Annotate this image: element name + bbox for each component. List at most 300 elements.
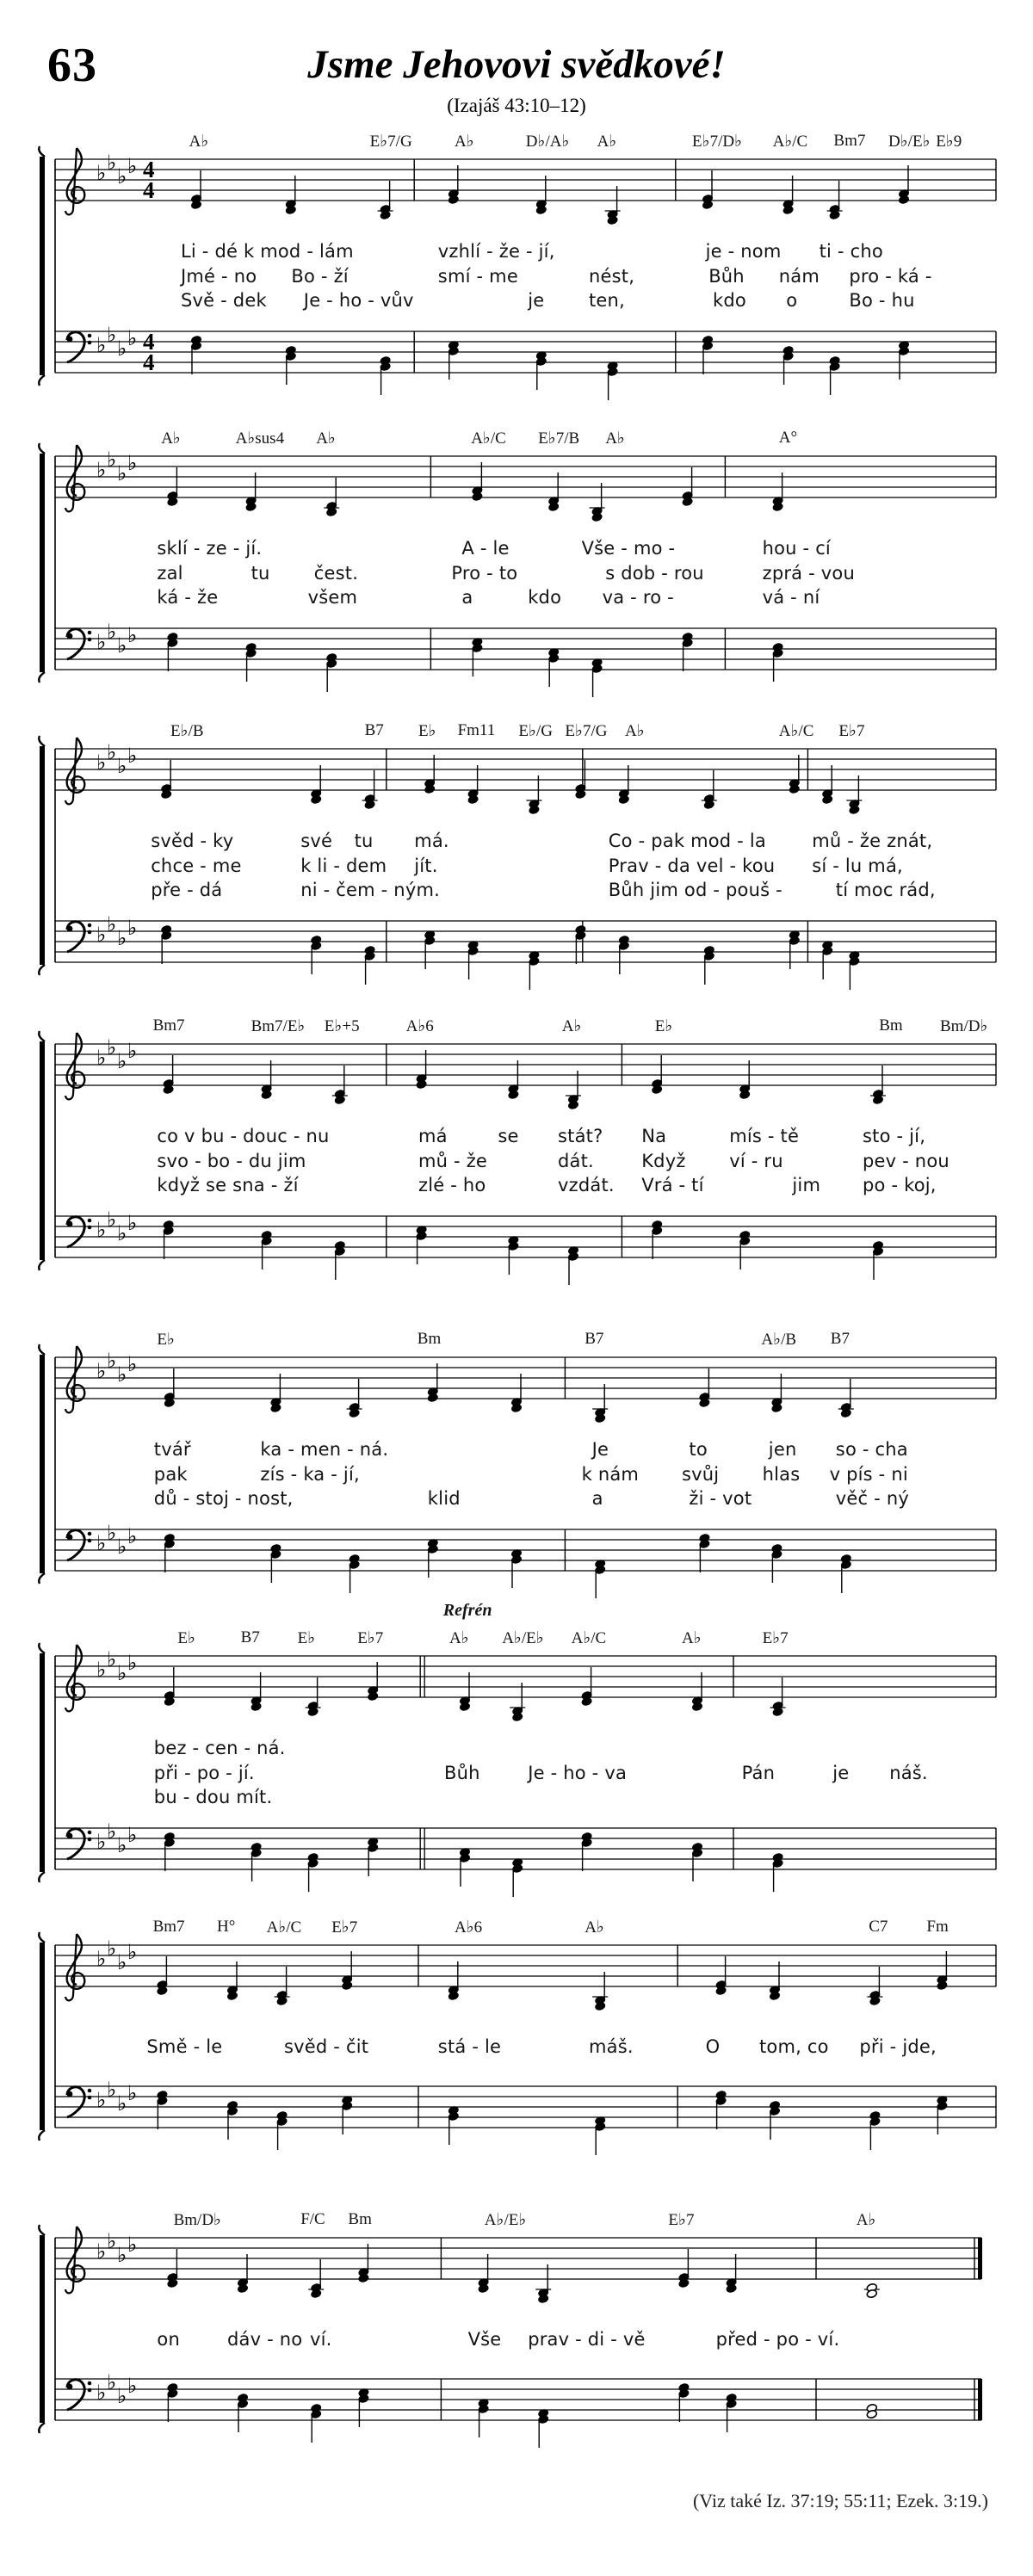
note (510, 1548, 522, 1588)
lyric-syllables: O (705, 2036, 721, 2057)
lyric-syllables: svůj (682, 1463, 720, 1485)
note (595, 1972, 606, 2011)
system-bracket (39, 1872, 45, 1882)
system-bracket (39, 443, 45, 454)
lyric-syllables: Bůh (708, 265, 745, 287)
lyric-syllables: Li - dé k mod - lám (181, 241, 354, 262)
lyric-syllables: jít. (414, 855, 438, 876)
key-signature-bass: ♭ (127, 1524, 138, 1548)
system-bracket (39, 672, 45, 683)
key-signature-bass: ♭ (96, 630, 107, 654)
key-signature-bass: ♭ (117, 2384, 127, 2408)
bass-clef-icon (67, 922, 92, 952)
chord-label: A♭sus4 (235, 429, 285, 448)
system-bracket (40, 1355, 45, 1573)
time-signature: 4 (143, 157, 155, 182)
lyric-syllables: Svě - dek (181, 290, 267, 311)
note (769, 1961, 780, 2001)
note (270, 1374, 281, 1413)
chord-label: Bm/D♭ (173, 2211, 222, 2229)
lyric-syllables: Bůh (444, 1762, 480, 1783)
key-signature-treble: ♭ (127, 2233, 138, 2257)
note (307, 1852, 319, 1892)
key-signature-treble: ♭ (107, 1647, 117, 1671)
lyric-syllables: vzhlí - že - jí, (437, 241, 555, 262)
note (618, 935, 629, 974)
lyric-syllables: je (528, 290, 545, 311)
note (448, 340, 459, 380)
note (226, 1961, 238, 2001)
note (702, 335, 713, 374)
note (427, 1363, 438, 1403)
key-signature-treble: ♭ (107, 740, 117, 764)
note (691, 1672, 702, 1712)
lyric-syllables: čest. (313, 562, 359, 584)
note (607, 186, 618, 225)
key-signature-treble: ♭ (107, 2229, 117, 2253)
lyric-syllables: mů - že znát, (812, 831, 933, 851)
lyric-syllables: hou - cí (762, 538, 831, 559)
lyric-syllables: ti - cho (819, 241, 883, 262)
system-bracket (39, 965, 45, 975)
lyric-syllables: Na (641, 1126, 667, 1146)
key-signature-bass: ♭ (117, 1535, 127, 1559)
lyric-syllables: Bo - ží (291, 265, 349, 287)
note (849, 775, 860, 815)
chord-label: E♭9 (936, 133, 962, 151)
note (726, 2254, 737, 2294)
note (691, 1842, 702, 1881)
chord-label: A♭ (161, 429, 181, 448)
note (772, 1852, 783, 1892)
key-signature-bass: ♭ (107, 2370, 117, 2394)
chord-label: H° (217, 1918, 236, 1936)
key-signature-bass: ♭ (107, 1521, 117, 1545)
note (261, 1060, 272, 1100)
lyric-syllables: se (498, 1126, 519, 1146)
chord-label: E♭7/G (565, 722, 608, 740)
note (190, 335, 201, 374)
grand-staff (0, 1918, 1033, 2167)
note (937, 2095, 948, 2134)
note (822, 765, 833, 805)
note (715, 2090, 727, 2129)
note (866, 2403, 877, 2418)
lyric-syllables: tvář (153, 1439, 191, 1460)
chord-label: E♭/G (518, 722, 553, 740)
key-signature-bass: ♭ (107, 620, 117, 644)
system-bracket (39, 1260, 45, 1270)
note (618, 765, 629, 805)
note (261, 1230, 272, 1269)
key-signature-treble: ♭ (96, 1359, 107, 1383)
key-signature-treble: ♭ (107, 1349, 117, 1373)
key-signature-bass: ♭ (96, 1830, 107, 1854)
system-bracket (39, 1573, 45, 1584)
key-signature-treble: ♭ (107, 151, 117, 175)
note (699, 1533, 710, 1572)
lyric-syllables: má. (414, 831, 449, 851)
system-bracket (40, 1653, 45, 1872)
bass-clef-icon (67, 1217, 92, 1247)
note (459, 1847, 470, 1887)
chord-label: D♭/A♭ (525, 133, 570, 151)
lyric-syllables: prav - di - vě (528, 2329, 646, 2350)
key-signature-bass: ♭ (127, 916, 138, 940)
note (703, 945, 714, 985)
chord-label: D♭/E♭ (888, 133, 931, 151)
time-signature: 4 (143, 177, 155, 203)
lyric-syllables: pak (153, 1463, 188, 1485)
system-bracket (39, 1643, 45, 1653)
chord-label: A♭/C (772, 133, 808, 151)
note (416, 1050, 427, 1090)
lyric-syllables: tu (354, 831, 374, 851)
key-signature-treble: ♭ (117, 1362, 127, 1387)
key-signature-treble: ♭ (127, 451, 138, 475)
key-signature-bass: ♭ (117, 1221, 127, 1245)
key-signature-bass: ♭ (127, 326, 138, 350)
lyric-syllables: kdo (713, 290, 746, 311)
grand-staff (0, 1628, 1033, 1909)
key-signature-bass: ♭ (127, 1823, 138, 1847)
lyric-syllables: Je - ho - vův (303, 290, 414, 311)
chord-label: B7 (585, 1330, 604, 1348)
note (448, 2105, 459, 2145)
refrain-label: Refrén (442, 1601, 492, 1620)
chord-label: C7 (869, 1918, 888, 1936)
note (771, 1543, 782, 1583)
lyric-syllables: a (591, 1488, 603, 1509)
barline-final (978, 2379, 982, 2420)
lyric-syllables: ví - ru (729, 1150, 783, 1171)
lyric-syllables: dů - stoj - nost, (153, 1488, 294, 1509)
chord-label: Bm (417, 1330, 442, 1348)
key-signature-bass: ♭ (117, 633, 127, 658)
lyric-syllables: Jmé - no (181, 265, 257, 287)
key-signature-treble: ♭ (117, 2243, 127, 2267)
chord-label: E♭7 (838, 722, 865, 740)
note (678, 2382, 690, 2422)
lyric-syllables: stá - le (437, 2036, 502, 2057)
lyric-syllables: při - jde, (859, 2036, 937, 2057)
key-signature-bass: ♭ (107, 1819, 117, 1844)
note (898, 165, 909, 205)
lyric-syllables: stát? (558, 1126, 603, 1146)
treble-clef-icon (65, 1934, 84, 2000)
lyric-syllables: mís - tě (729, 1126, 800, 1146)
note (368, 1837, 379, 1876)
key-signature-bass: ♭ (117, 2091, 127, 2116)
note (424, 930, 436, 969)
key-signature-treble: ♭ (96, 1046, 107, 1070)
chord-label: E♭/B (170, 722, 204, 740)
note (529, 775, 540, 815)
note (311, 2403, 322, 2443)
note (548, 647, 560, 687)
chord-label: A♭/C (778, 722, 814, 740)
note (311, 935, 322, 974)
key-signature-treble: ♭ (96, 161, 107, 185)
lyric-syllables: pře - dá (151, 880, 223, 900)
key-signature-treble: ♭ (117, 164, 127, 188)
lyric-syllables: ví. (310, 2329, 332, 2350)
lyric-syllables: Když (641, 1150, 686, 1171)
scripture-reference: (Izajáš 43:10–12) (447, 95, 586, 116)
lyric-syllables: tom, co (759, 2036, 829, 2057)
note (771, 1374, 782, 1413)
key-signature-treble: ♭ (127, 744, 138, 768)
chord-label: A♭ (856, 2211, 876, 2229)
note (595, 1559, 606, 1598)
note (538, 2264, 549, 2304)
chord-label: Bm (879, 1016, 903, 1035)
note (237, 2254, 248, 2294)
chord-label: A♭/C (471, 429, 506, 448)
note (567, 1071, 578, 1110)
lyric-syllables: ni - čem - ným. (300, 880, 440, 900)
lyric-syllables: A - le (461, 538, 510, 559)
system-bracket (39, 2423, 45, 2433)
note (789, 930, 800, 969)
lyric-syllables: Je - ho - va (528, 1762, 628, 1783)
lyric-syllables: sí - lu má, (812, 855, 903, 876)
lyric-syllables: svěd - čit (284, 2036, 369, 2057)
lyric-syllables: vzdát. (558, 1175, 615, 1195)
chord-label: A♭ (316, 429, 336, 448)
grand-staff (0, 2210, 1033, 2460)
lyric-syllables: chce - me (151, 855, 242, 876)
chord-label: E♭7 (668, 2211, 695, 2229)
note (535, 176, 547, 215)
system-bracket (40, 1041, 45, 1260)
treble-clef-icon (65, 738, 84, 804)
note (364, 945, 375, 985)
note (508, 1060, 519, 1100)
system-bracket (40, 157, 45, 375)
bass-clef-icon (67, 1530, 92, 1560)
lyric-syllables: sto - jí, (863, 1126, 926, 1146)
lyric-syllables: hlas (762, 1463, 801, 1485)
system-bracket (40, 454, 45, 672)
note (245, 642, 257, 682)
chord-label: E♭7/G (369, 133, 412, 151)
key-signature-bass: ♭ (117, 1833, 127, 1857)
lyric-syllables: k nám (581, 1463, 640, 1485)
note (358, 2388, 369, 2427)
note (595, 2116, 606, 2155)
chord-label: A♭ (605, 429, 625, 448)
lyric-syllables: věč - ný (835, 1488, 909, 1509)
chord-label: Bm7 (833, 132, 866, 150)
note (595, 1384, 606, 1424)
key-signature-bass: ♭ (96, 2381, 107, 2405)
note (358, 2244, 369, 2283)
key-signature-treble: ♭ (127, 1039, 138, 1063)
system-bracket (40, 1943, 45, 2130)
note (416, 1225, 427, 1264)
note (548, 473, 560, 512)
note (349, 1554, 360, 1593)
note (591, 658, 603, 697)
chord-label: A♭/E♭ (502, 1629, 544, 1647)
lyric-syllables: tu (251, 562, 270, 584)
chord-label: B7 (240, 1628, 260, 1646)
lyric-syllables: a (461, 587, 473, 608)
key-signature-treble: ♭ (117, 1049, 127, 1073)
chord-label: E♭+5 (324, 1017, 360, 1035)
note (161, 924, 172, 964)
note (937, 1951, 948, 1991)
system-bracket (40, 746, 45, 965)
note (237, 2393, 248, 2432)
lyric-syllables: nést, (589, 265, 635, 287)
key-signature-bass: ♭ (117, 926, 127, 950)
chord-label: A♭ (585, 1918, 604, 1937)
key-signature-treble: ♭ (96, 1658, 107, 1682)
note (872, 1240, 883, 1280)
note (512, 1857, 523, 1897)
key-signature-treble: ♭ (127, 154, 138, 178)
music-system (0, 1330, 1033, 1610)
note (424, 755, 436, 794)
system-bracket (39, 2225, 45, 2235)
chord-label: A♭ (449, 1629, 469, 1647)
note (467, 765, 479, 805)
note (448, 165, 459, 205)
key-signature-treble: ♭ (117, 461, 127, 485)
bass-clef-icon (67, 2380, 92, 2410)
note (163, 1220, 174, 1259)
note (285, 176, 296, 215)
note (478, 2398, 489, 2437)
lyric-syllables: o (786, 290, 798, 311)
grand-staff (0, 1016, 1033, 1297)
lyric-syllables: Bo - hu (849, 290, 915, 311)
lyric-syllables: po - koj, (863, 1175, 937, 1195)
lyric-syllables: Pro - to (451, 562, 518, 584)
grand-staff (0, 721, 1033, 1002)
chord-label: E♭7 (331, 1918, 358, 1937)
note (822, 940, 833, 979)
chord-label: A♭/B (761, 1331, 797, 1349)
lyric-syllables: bez - cen - ná. (153, 1738, 286, 1758)
chord-label: A° (778, 429, 798, 447)
lyric-syllables: svěd - ky (151, 831, 234, 851)
lyric-syllables: Prav - da vel - kou (608, 855, 776, 876)
lyric-syllables: dát. (558, 1150, 594, 1171)
note (575, 924, 586, 964)
note (510, 1374, 522, 1413)
chord-label: A♭ (561, 1017, 582, 1035)
key-signature-treble: ♭ (96, 2239, 107, 2264)
bass-clef-icon (67, 332, 92, 362)
key-signature-treble: ♭ (96, 1947, 107, 1971)
chord-label: Fm (926, 1918, 949, 1936)
note (581, 1832, 592, 1871)
note (840, 1554, 851, 1593)
note (157, 2090, 168, 2129)
lyric-syllables: je - nom (705, 241, 782, 262)
time-signature: 4 (143, 349, 155, 375)
chord-label: A♭ (455, 133, 474, 151)
note (508, 1235, 519, 1275)
grand-staff (0, 429, 1033, 709)
chord-label: F/C (300, 2210, 325, 2228)
key-signature-bass: ♭ (127, 623, 138, 647)
note (512, 1683, 523, 1722)
note (782, 345, 794, 385)
note (245, 473, 257, 512)
chord-label: A♭ (625, 722, 645, 740)
chord-label: A♭/C (266, 1918, 302, 1937)
lyric-syllables: všem (307, 587, 358, 608)
key-signature-treble: ♭ (127, 1940, 138, 1964)
treble-clef-icon (65, 1645, 84, 1711)
lyric-syllables: jim (792, 1175, 821, 1195)
note (167, 2382, 178, 2422)
key-signature-bass: ♭ (96, 2088, 107, 2112)
chord-label: E♭7 (357, 1629, 384, 1647)
note (849, 950, 860, 990)
treble-clef-icon (65, 148, 84, 214)
key-signature-bass: ♭ (107, 2078, 117, 2102)
lyric-syllables: vá - ní (762, 587, 820, 608)
system-bracket (39, 375, 45, 386)
footer-scripture-references: (Viz také Iz. 37:19; 55:11; Ezek. 3:19.) (692, 2490, 988, 2511)
chord-label: E♭ (177, 1629, 195, 1647)
lyric-syllables: ka - men - ná. (260, 1439, 389, 1460)
lyric-syllables: v pís - ni (829, 1463, 908, 1485)
key-signature-bass: ♭ (107, 323, 117, 347)
key-signature-treble: ♭ (107, 1937, 117, 1961)
note (226, 2100, 238, 2140)
chord-label: Bm7 (152, 1016, 185, 1035)
lyric-syllables: Pán (741, 1762, 776, 1783)
bass-clef-icon (67, 1829, 92, 1859)
key-signature-treble: ♭ (117, 1950, 127, 1974)
chord-label: E♭7 (762, 1629, 789, 1647)
key-signature-bass: ♭ (117, 337, 127, 361)
note (164, 1533, 175, 1572)
note (251, 1842, 262, 1881)
note (459, 1672, 470, 1712)
lyric-syllables: je (832, 1762, 850, 1783)
lyric-syllables: Vrá - tí (641, 1175, 704, 1195)
key-signature-treble: ♭ (127, 1352, 138, 1376)
grand-staff (0, 132, 1033, 412)
note (368, 1662, 379, 1702)
note (270, 1543, 281, 1583)
system-bracket (39, 736, 45, 746)
page-title: Jsme Jehovovi svědkové! (307, 42, 726, 87)
note (869, 2110, 881, 2150)
note (276, 2110, 288, 2150)
key-signature-bass: ♭ (96, 1218, 107, 1242)
lyric-syllables: tí moc rád, (835, 880, 936, 900)
key-signature-bass: ♭ (127, 2081, 138, 2105)
bass-clef-icon (67, 629, 92, 659)
lyric-syllables: pro - ká - (849, 265, 932, 287)
music-system (0, 429, 1033, 709)
note (739, 1060, 751, 1100)
note (769, 2100, 780, 2140)
note (167, 632, 178, 671)
chord-label: Bm7 (152, 1918, 185, 1936)
note (342, 2095, 353, 2134)
chord-label: A♭/C (571, 1629, 607, 1647)
time-signature: 4 (143, 329, 155, 355)
